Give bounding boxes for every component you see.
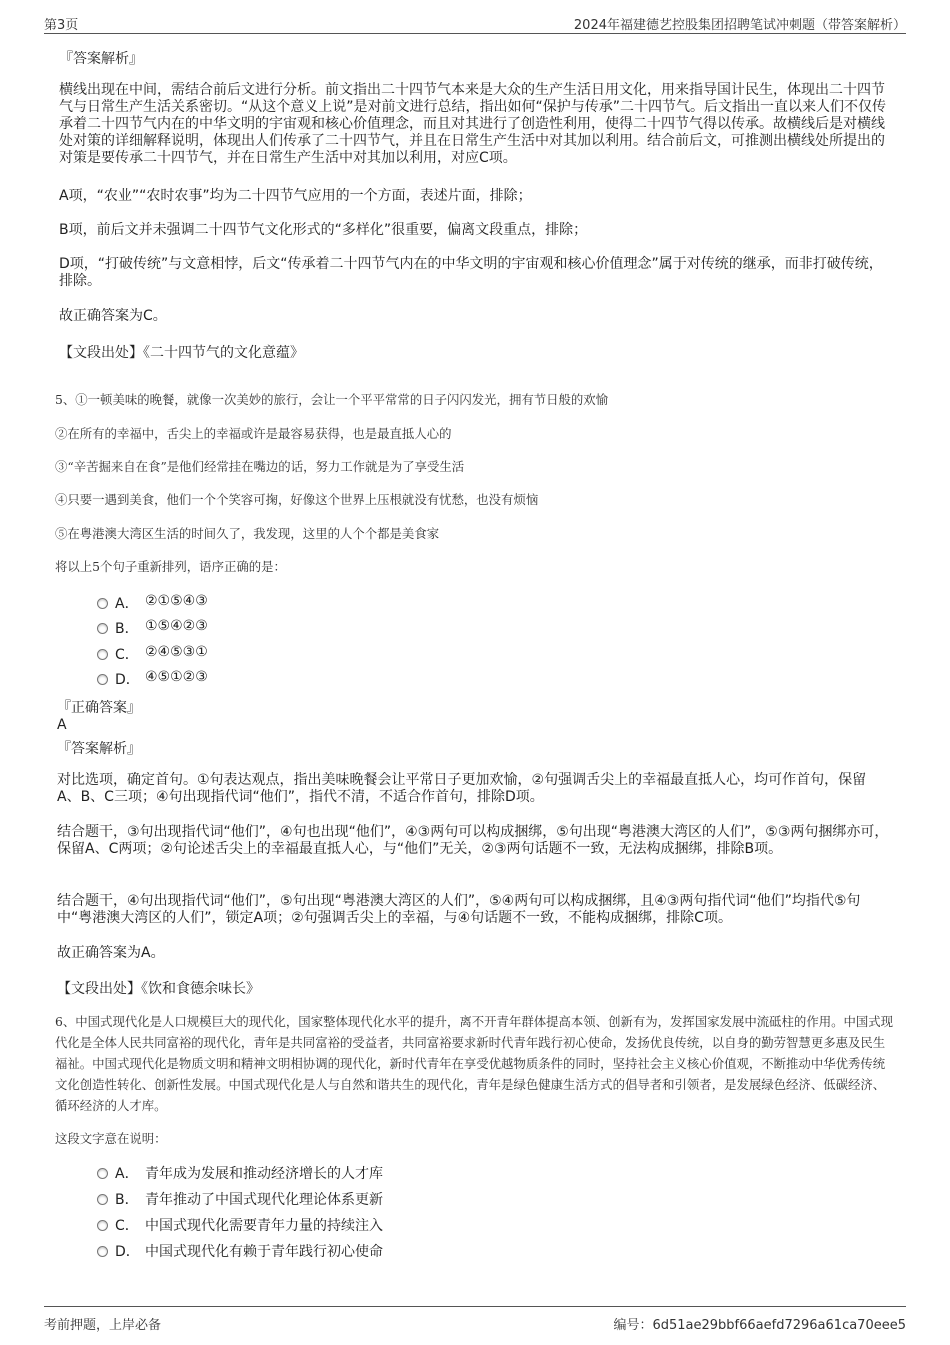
radio-icon[interactable] [97, 1246, 108, 1257]
radio-icon[interactable] [97, 649, 108, 660]
q5-correct-answer: A [57, 717, 67, 733]
option-letter: A． [115, 1166, 139, 1182]
option-letter: C． [115, 647, 139, 663]
q5-prompt: 将以上5个句子重新排列，语序正确的是： [55, 559, 286, 574]
option-text: 中国式现代化有赖于青年践行初心使命 [145, 1244, 383, 1260]
q4-analysis-option-b: B项，前后文并未强调二十四节气文化形式的“多样化”很重要，偏离文段重点，排除； [59, 222, 588, 238]
option-letter: C． [115, 1218, 139, 1234]
q5-sentence-2: ②在所有的幸福中，舌尖上的幸福或许是最容易获得，也是最直抵人心的 [55, 426, 452, 441]
radio-icon[interactable] [97, 1220, 108, 1231]
q5-analysis-heading: 『答案解析』 [57, 741, 141, 757]
q5-analysis-3: 结合题干，④句出现指代词“他们”，⑤句出现“粤港澳大湾区的人们”，⑤④两句可以构成捆绑，且④③两句指代词“他们”均指代⑤句中“粤港澳大湾区的人们”，锁定A项；②句强调舌尖上的幸福，与④句话题不一致，不能构成捆绑，排除C项。 [57, 893, 861, 926]
option-letter: B． [115, 1192, 139, 1208]
option-text: ②①⑤④③ [145, 593, 208, 609]
option-text: 青年成为发展和推动经济增长的人才库 [145, 1166, 383, 1182]
page-number: 第3页 [44, 18, 79, 33]
q6-passage: 6、中国式现代化是人口规模巨大的现代化，国家整体现代化水平的提升，离不开青年群体提高本领、创新有为，发挥国家发展中流砥柱的作用。中国式现代化是全体人民共同富裕的现代化，青年是共同富裕的受益者，共同富裕要求新时代青年践行初心使命，发扬优良传统，以自身的勤劳智慧更多惠及民生福祉。中国式现代化是物质文明和精神文明相协调的现代化，新时代青年在享受优越物质条件的同时，坚持社会主义核心价值观，不断推动中华优秀传统文化创造性转化、创新性发展。中国式现代化是人与自然和谐共生的现代化，青年是绿色健康生活方式的倡导者和引领者，是发展绿色经济、低碳经济、循环经济的人才库。 [55, 1014, 894, 1113]
q5-sentence-5: ⑤在粤港澳大湾区生活的时间久了，我发现，这里的人个个都是美食家 [55, 526, 440, 541]
page-header [44, 12, 906, 34]
option-text: ②④⑤③① [145, 644, 208, 660]
option-letter: D． [115, 672, 140, 688]
q5-correct-heading: 『正确答案』 [57, 700, 141, 716]
q4-analysis-option-a: A项，“农业”“农时农事”均为二十四节气应用的一个方面，表述片面，排除； [59, 188, 532, 204]
q4-analysis-heading: 『答案解析』 [59, 51, 143, 67]
q5-analysis-1: 对比选项，确定首句。①句表达观点，指出美味晚餐会让平常日子更加欢愉，②句强调舌尖上的幸福最直抵人心，均可作首句，保留A、B、C三项；④句出现指代词“他们”，指代不清，不适合作首句，排除D项。 [57, 772, 867, 805]
q4-source: 【文段出处】《二十四节气的文化意蕴》 [59, 345, 304, 361]
q5-sentence-1: 5、①一顿美味的晚餐，就像一次美妙的旅行，会让一个平平常常的日子闪闪发光，拥有节日般的欢愉 [55, 392, 609, 407]
radio-icon[interactable] [97, 1168, 108, 1179]
option-letter: D． [115, 1244, 140, 1260]
q5-conclusion: 故正确答案为A。 [57, 945, 165, 961]
option-text: 青年推动了中国式现代化理论体系更新 [145, 1192, 383, 1208]
q5-sentence-3: ③“辛苦掘来自在食”是他们经常挂在嘴边的话，努力工作就是为了享受生活 [55, 459, 465, 474]
q6-prompt: 这段文字意在说明： [55, 1131, 167, 1146]
q5-source: 【文段出处】《饮和食德余味长》 [57, 981, 260, 997]
radio-icon[interactable] [97, 598, 108, 609]
q4-analysis-option-d: D项，“打破传统”与文意相悖，后文“传承着二十四节气内在的中华文明的宇宙观和核心价值理念”属于对传统的继承，而非打破传统，排除。 [59, 256, 883, 289]
option-letter: A． [115, 596, 139, 612]
q4-analysis-main: 横线出现在中间，需结合前后文进行分析。前文指出二十四节气本来是大众的生产生活日用文化，用来指导国计民生，体现出二十四节气与日常生产生活关系密切。“从这个意义上说”是对前文进行总结，指出如何“保护与传承”二十四节气。后文指出一直以来人们不仅传承着二十四节气内在的中华文明的宇宙观和核心价值理念，而且对其进行了创造性利用，使得二十四节气得以传承。故横线后是对横线处对策的详细解释说明，体现出人们传承了二十四节气，并且在日常生产生活中对其加以利用。结合前后文，可推测出横线处所提出的对策是要传承二十四节气，并在日常生产生活中对其加以利用，对应C项。 [59, 82, 887, 166]
option-text: ④⑤①②③ [145, 669, 208, 685]
footer-slogan: 考前押题，上岸必备 [44, 1318, 162, 1333]
radio-icon[interactable] [97, 674, 108, 685]
page-footer [44, 1306, 906, 1333]
document-title: 2024年福建德艺控股集团招聘笔试冲刺题（带答案解析） [573, 18, 906, 33]
option-text: ①⑤④②③ [145, 618, 208, 634]
document-code: 编号：6d51ae29bbf66aefd7296a61ca70eee5 [613, 1318, 906, 1333]
q5-analysis-2: 结合题干，③句出现指代词“他们”，④句也出现“他们”，④③两句可以构成捆绑，⑤句出现“粤港澳大湾区的人们”，⑤③两句捆绑亦可，保留A、C两项；②句论述舌尖上的幸福最直抵人心，与“他们”无关，②③两句话题不一致，无法构成捆绑，排除B项。 [57, 824, 889, 857]
option-text: 中国式现代化需要青年力量的持续注入 [145, 1218, 383, 1234]
q4-conclusion: 故正确答案为C。 [59, 308, 167, 324]
radio-icon[interactable] [97, 623, 108, 634]
option-letter: B． [115, 621, 139, 637]
radio-icon[interactable] [97, 1194, 108, 1205]
q5-sentence-4: ④只要一遇到美食，他们一个个笑容可掬，好像这个世界上压根就没有忧愁，也没有烦恼 [55, 492, 539, 507]
